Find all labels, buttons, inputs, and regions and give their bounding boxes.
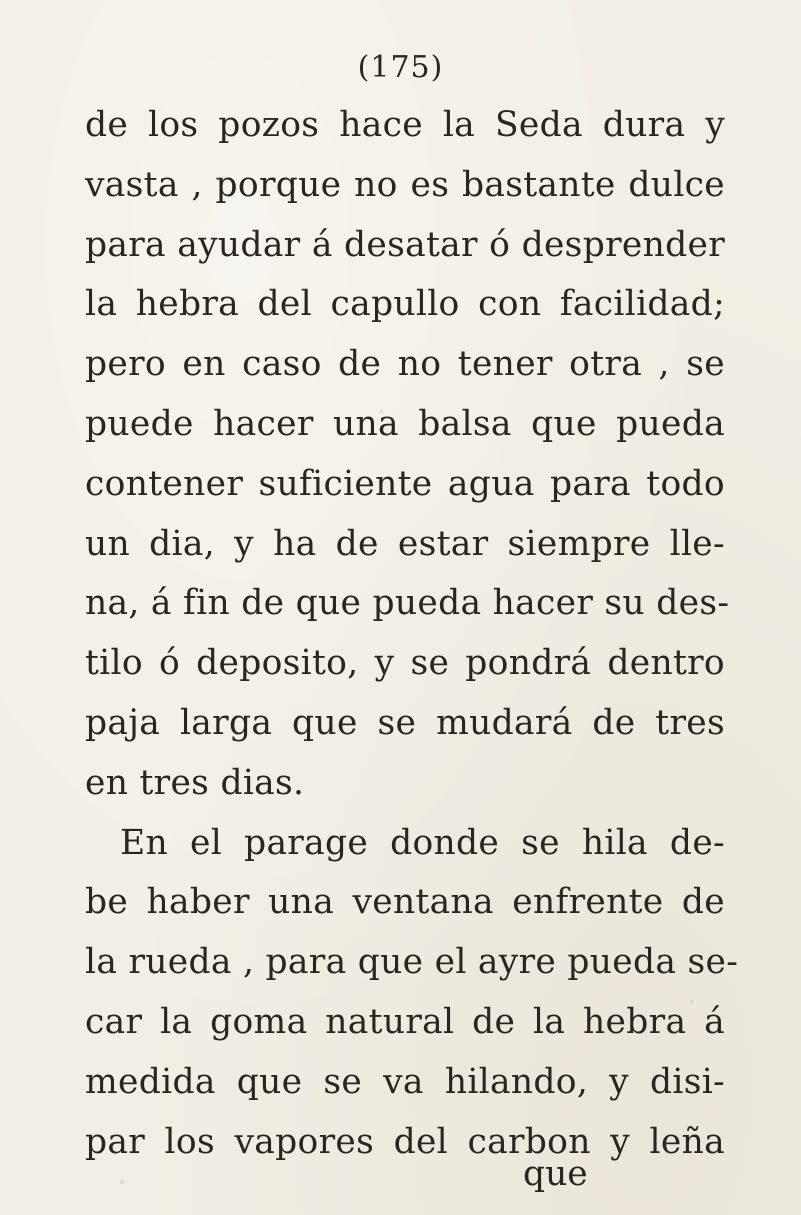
text-line: medida que se va hilando, y disi- — [85, 1061, 725, 1102]
text-line: la rueda , para que el ayre pueda se- — [85, 942, 739, 983]
text-line: paja larga que se mudará de tres — [85, 702, 725, 743]
text-line: par los vapores del carbon y leña — [85, 1121, 725, 1162]
text-line: puede hacer una balsa que pueda — [85, 403, 725, 444]
page-number: (175) — [357, 50, 444, 85]
text-line: en tres dias. — [85, 762, 305, 803]
paper-speck — [120, 1180, 124, 1184]
text-line: be haber una ventana enfrente de — [85, 882, 725, 923]
text-line: pero en caso de no tener otra , se — [85, 344, 725, 385]
page-body-text — [85, 96, 739, 1172]
text-line: para ayudar á desatar ó desprender — [85, 224, 725, 265]
text-line: En el parage donde se hila de- — [120, 822, 725, 863]
catchword: que — [523, 1154, 588, 1194]
text-line: la hebra del capullo con facilidad; — [85, 284, 725, 325]
text-line: vasta , porque no es bastante dulce — [85, 164, 725, 205]
text-line: un dia, y ha de estar siempre lle- — [85, 523, 725, 564]
text-line: car la goma natural de la hebra á — [85, 1001, 725, 1042]
text-line: na, á fin de que pueda hacer su des- — [85, 583, 730, 624]
text-line: de los pozos hace la Seda dura y — [85, 105, 725, 145]
text-line: contener suficiente agua para todo — [85, 463, 725, 504]
text-line: tilo ó deposito, y se pondrá dentro — [85, 643, 725, 684]
